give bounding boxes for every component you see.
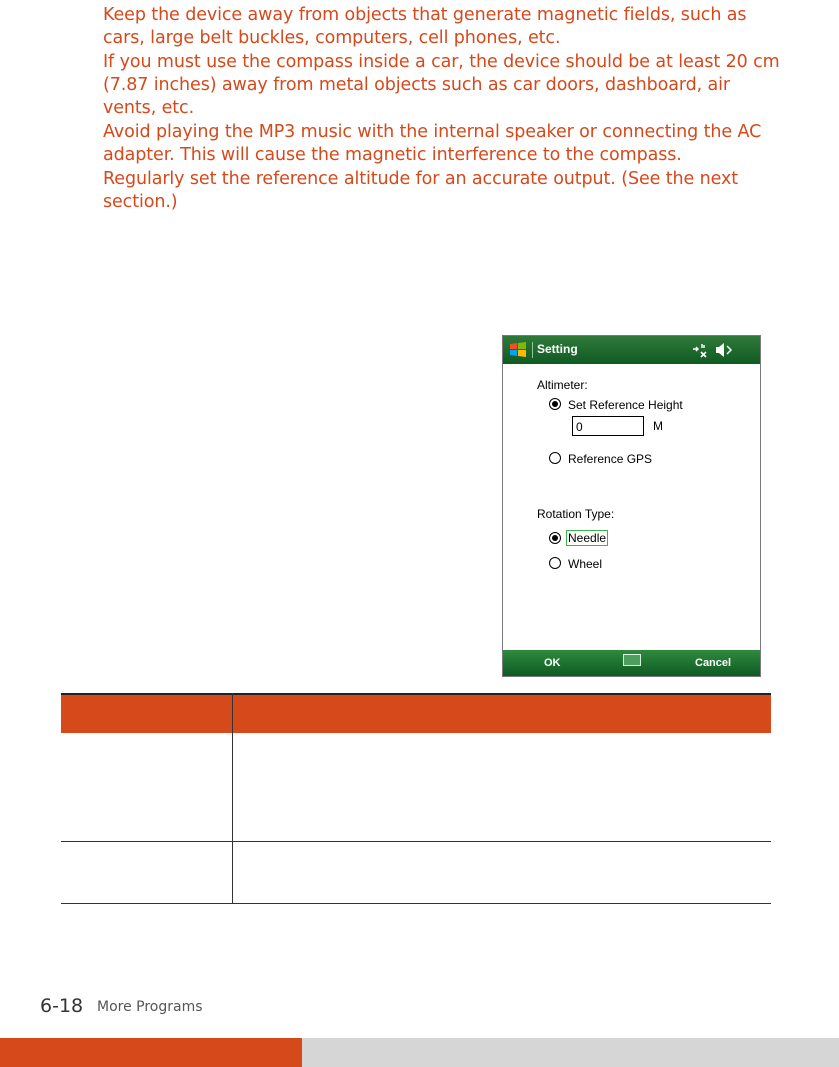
column-divider (232, 693, 233, 904)
table-row (61, 733, 771, 842)
connectivity-icon[interactable] (691, 341, 709, 359)
caution-item: Avoid playing the MP3 music with the internal speaker or connecting the AC adapter. This will cause the magnetic interference to the compass. (103, 122, 762, 165)
caution-list (103, 4, 783, 215)
windows-start-icon[interactable] (509, 341, 527, 359)
height-unit-label: M (653, 419, 663, 433)
wheel-label[interactable]: Wheel (568, 557, 603, 571)
table-header (61, 693, 771, 733)
set-reference-height-label[interactable]: Set Reference Height (568, 398, 683, 412)
needle-radio[interactable] (549, 532, 561, 544)
section-title: More Programs (97, 999, 203, 1015)
footer-accent-bar (0, 1038, 302, 1067)
reference-height-input[interactable]: 0 (572, 416, 644, 436)
footer-gray-bar (302, 1038, 839, 1067)
needle-label[interactable]: Needle (568, 531, 607, 545)
title-separator (532, 342, 533, 358)
ok-button[interactable]: OK (544, 657, 561, 669)
rotation-type-label: Rotation Type: (537, 507, 615, 521)
caution-item: Keep the device away from objects that generate magnetic fields, such as cars, large belt buckles, computers, cell phones, etc. (103, 5, 747, 48)
settings-table (61, 693, 771, 733)
set-reference-height-radio[interactable] (549, 398, 561, 410)
caution-item: Regularly set the reference altitude for an accurate output. (See the next section.) (103, 169, 739, 212)
cancel-button[interactable]: Cancel (695, 657, 732, 669)
window-title: Setting (537, 342, 578, 356)
page-number: 6-18 (40, 995, 84, 1017)
altimeter-label: Altimeter: (537, 378, 588, 392)
reference-gps-label[interactable]: Reference GPS (568, 452, 653, 466)
wheel-radio[interactable] (549, 557, 561, 569)
speaker-icon[interactable] (714, 341, 734, 359)
caution-item: If you must use the compass inside a car, the device should be at least 20 cm (7.87 inches) away from metal objects such as car doors, dashboard, air vents, etc. (103, 52, 780, 118)
softkey-bar (503, 650, 760, 676)
table-row (61, 842, 771, 904)
title-bar (503, 336, 760, 364)
reference-gps-radio[interactable] (549, 452, 561, 464)
setting-screenshot (502, 335, 761, 677)
keyboard-icon[interactable] (623, 654, 641, 666)
